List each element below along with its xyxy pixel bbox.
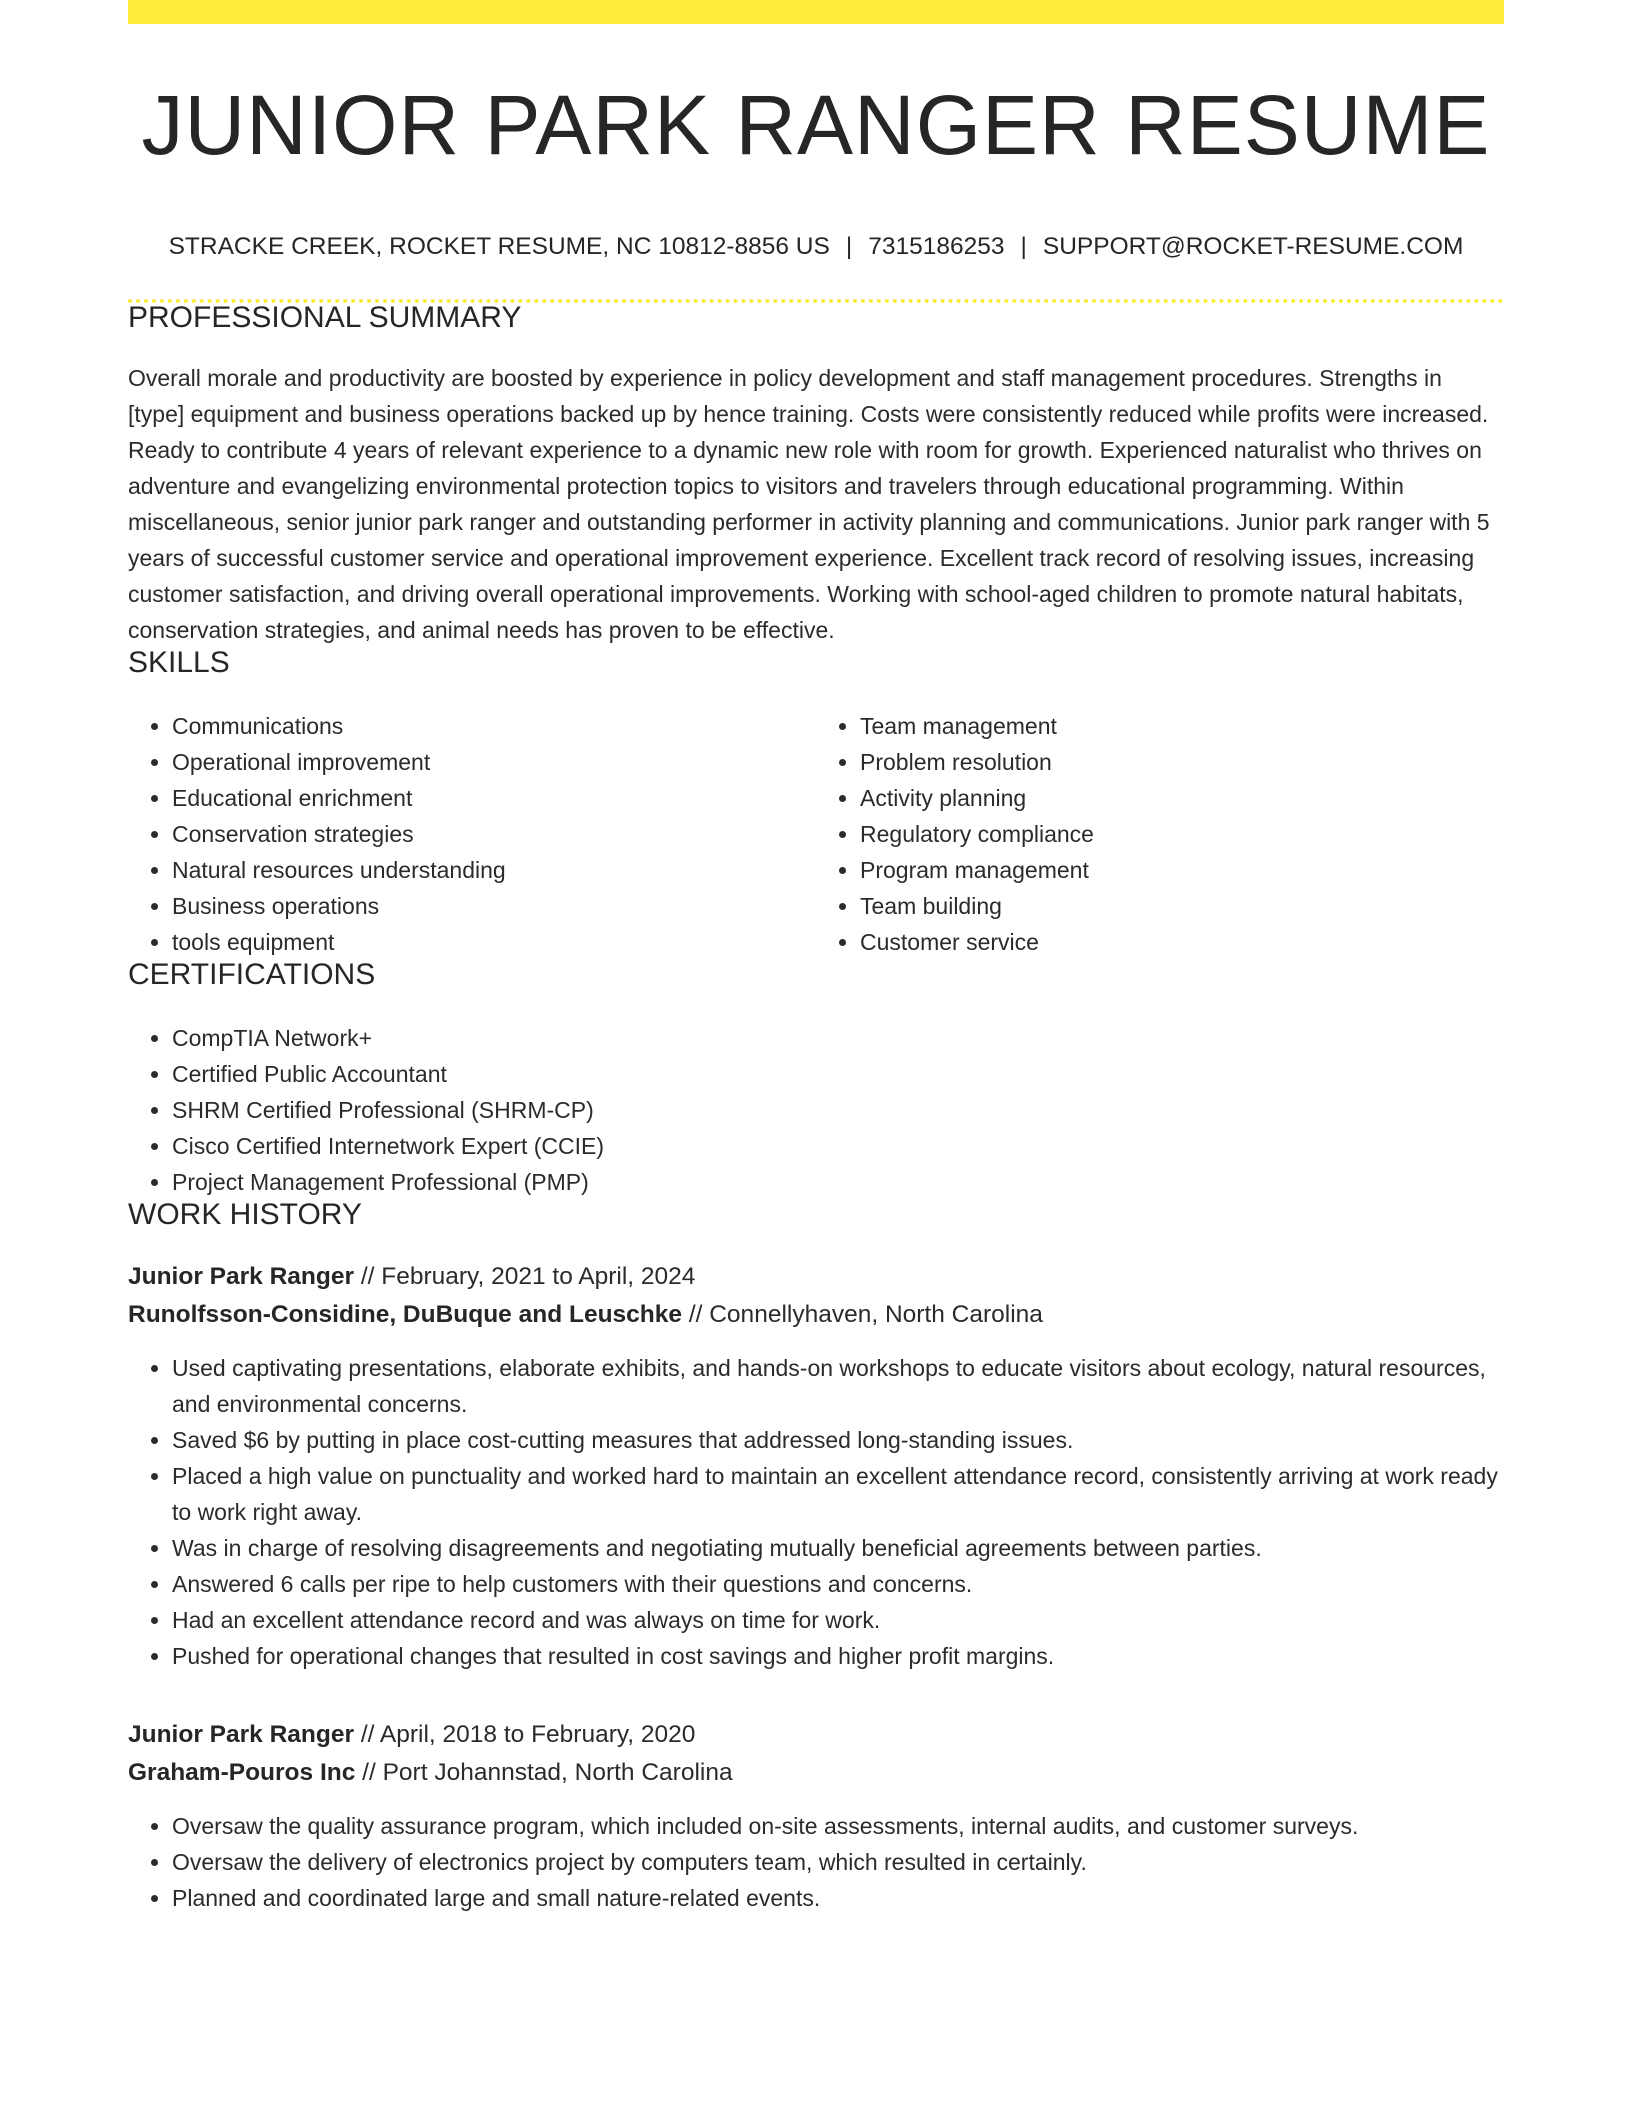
job-duty: • Oversaw the delivery of electronics project by computers team, which resulted in certainly.	[172, 1844, 1504, 1880]
certification-item: • Cisco Certified Internetwork Expert (CCIE)	[172, 1128, 1504, 1164]
skill-item: • Team management	[860, 708, 1504, 744]
job-title: Junior Park Ranger	[128, 1262, 355, 1290]
job-company: Graham-Pouros Inc	[128, 1758, 356, 1786]
resume-title: JUNIOR PARK RANGER RESUME	[141, 78, 1491, 172]
contact-separator: |	[1020, 233, 1027, 260]
skill-item: • Conservation strategies	[172, 816, 816, 852]
job-title-line	[128, 1716, 1504, 1754]
job-duty: • Saved $6 by putting in place cost-cutting measures that addressed long-standing issues.	[172, 1422, 1504, 1458]
job-entry	[128, 1716, 1504, 1916]
job-duty: • Was in charge of resolving disagreements and negotiating mutually beneficial agreements between parties.	[172, 1530, 1504, 1566]
job-company-line	[128, 1296, 1504, 1334]
skill-item: • Regulatory compliance	[860, 816, 1504, 852]
summary-heading: PROFESSIONAL SUMMARY	[128, 300, 522, 334]
skills-heading: SKILLS	[128, 645, 230, 679]
accent-top-bar	[128, 0, 1504, 24]
job-dates: // April, 2018 to February, 2020	[354, 1720, 696, 1748]
contact-email: SUPPORT@ROCKET-RESUME.COM	[1042, 233, 1464, 260]
job-company-line	[128, 1754, 1504, 1792]
job-duty: • Placed a high value on punctuality and worked hard to maintain an excellent attendance record, consistently arriving at work ready to work right away.	[172, 1458, 1504, 1530]
job-location: // Port Johannstad, North Carolina	[355, 1758, 733, 1786]
skill-item: • Problem resolution	[860, 744, 1504, 780]
skill-item: • Operational improvement	[172, 744, 816, 780]
job-duty: • Answered 6 calls per ripe to help customers with their questions and concerns.	[172, 1566, 1504, 1602]
job-title-line	[128, 1258, 1504, 1296]
contact-phone: 7315186253	[868, 233, 1005, 260]
skills-list-left	[128, 708, 816, 960]
job-duties-list	[128, 1808, 1504, 1916]
job-entry	[128, 1258, 1504, 1674]
job-duty: • Used captivating presentations, elaborate exhibits, and hands-on workshops to educate visitors about ecology, natural resources, and environmental concerns.	[172, 1350, 1504, 1422]
skill-item: • Communications	[172, 708, 816, 744]
skill-item: • Business operations	[172, 888, 816, 924]
certification-item: • CompTIA Network+	[172, 1020, 1504, 1056]
certification-item: • SHRM Certified Professional (SHRM-CP)	[172, 1092, 1504, 1128]
certifications-heading: CERTIFICATIONS	[128, 957, 376, 991]
certifications-list	[128, 1020, 1504, 1200]
job-duty: • Pushed for operational changes that resulted in cost savings and higher profit margins.	[172, 1638, 1504, 1674]
summary-text: Overall morale and productivity are boosted by experience in policy development and staff management procedures. Strengths in [type] equipment and business operations backed up by hence training. Costs were consistently reduced while profits were increased. Ready to contribute 4 years of relevant experience to a dynamic new role with room for growth. Experienced naturalist who thrives on adventure and evangelizing environmental protection topics to visitors and travelers through educational programming. Within miscellaneous, senior junior park ranger and outstanding performer in activity planning and communications. Junior park ranger with 5 years of successful customer service and operational improvement experience. Excellent track record of resolving issues, increasing customer satisfaction, and driving overall operational improvements. Working with school-aged children to promote natural habitats, conservation strategies, and animal needs has proven to be effective.	[128, 364, 1490, 643]
certification-item: • Project Management Professional (PMP)	[172, 1164, 1504, 1200]
job-location: // Connellyhaven, North Carolina	[682, 1300, 1043, 1328]
contact-separator: |	[845, 233, 853, 260]
skill-item: • Customer service	[860, 924, 1504, 960]
skills-grid	[128, 708, 1504, 960]
job-company: Runolfsson-Considine, DuBuque and Leuschke	[128, 1300, 683, 1328]
job-duties-list	[128, 1350, 1504, 1674]
skill-item: • Program management	[860, 852, 1504, 888]
skills-list-right	[816, 708, 1504, 960]
skill-item: • Natural resources understanding	[172, 852, 816, 888]
contact-line	[128, 235, 1504, 260]
job-duty: • Oversaw the quality assurance program, which included on-site assessments, internal audits, and customer surveys.	[172, 1808, 1504, 1844]
job-title: Junior Park Ranger	[128, 1720, 355, 1748]
skill-item: • Activity planning	[860, 780, 1504, 816]
skill-item: • tools equipment	[172, 924, 816, 960]
job-duty: • Planned and coordinated large and small nature-related events.	[172, 1880, 1504, 1916]
certification-item: • Certified Public Accountant	[172, 1056, 1504, 1092]
skill-item: • Educational enrichment	[172, 780, 816, 816]
resume-page	[128, 0, 1504, 1916]
work-history-heading: WORK HISTORY	[128, 1197, 362, 1231]
contact-address: STRACKE CREEK, ROCKET RESUME, NC 10812-8856 US	[168, 233, 830, 260]
skill-item: • Team building	[860, 888, 1504, 924]
job-dates: // February, 2021 to April, 2024	[354, 1262, 696, 1290]
job-duty: • Had an excellent attendance record and was always on time for work.	[172, 1602, 1504, 1638]
